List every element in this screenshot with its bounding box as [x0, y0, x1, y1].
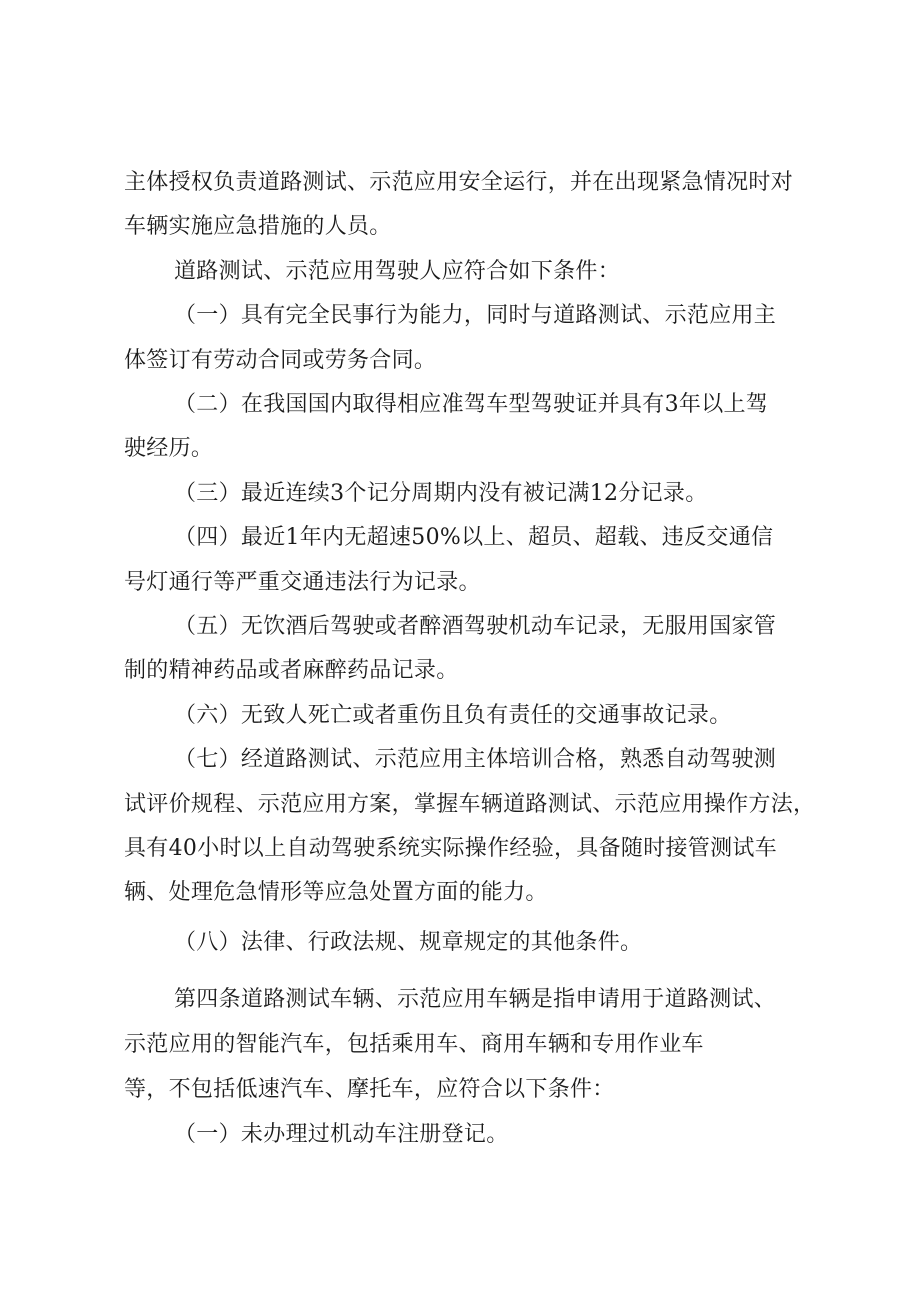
text-line-18: （八）法律、行政法规、规章规定的其他条件。 [174, 930, 643, 955]
text-line-19: 第四条道路测试车辆、示范应用车辆是指申请用于道路测试、 [174, 987, 777, 1012]
text-line-3: 道路测试、示范应用驾驶人应符合如下条件： [174, 259, 621, 284]
text-line-14: （七）经道路测试、示范应用主体培训合格，熟悉自动驾驶测 [174, 747, 777, 772]
text-line-16: 具有40小时以上自动驾驶系统实际操作经验，具备随时接管测试车 [124, 836, 777, 861]
text-line-17: 辆、处理危急情形等应急处置方面的能力。 [124, 880, 548, 905]
text-line-1: 主体授权负责道路测试、示范应用安全运行，并在出现紧急情况时对 [124, 170, 794, 195]
text-line-9: （四）最近1年内无超速50%以上、超员、超载、违反交通信 [174, 525, 774, 550]
text-line-10: 号灯通行等严重交通违法行为记录。 [124, 570, 481, 595]
text-line-12: 制的精神药品或者麻醉药品记录。 [124, 658, 459, 683]
text-line-15: 试评价规程、示范应用方案，掌握车辆道路测试、示范应用操作方法， [124, 792, 816, 817]
text-line-8: （三）最近连续3个记分周期内没有被记满12分记录。 [174, 481, 708, 506]
text-line-5: 体签订有劳动合同或劳务合同。 [124, 348, 437, 373]
text-line-4: （一）具有完全民事行为能力，同时与道路测试、示范应用主 [174, 303, 777, 328]
text-line-20: 示范应用的智能汽车，包括乘用车、商用车辆和专用作业车 [124, 1032, 704, 1057]
text-line-11: （五）无饮酒后驾驶或者醉酒驾驶机动车记录，无服用国家管 [174, 614, 777, 639]
text-line-22: （一）未办理过机动车注册登记。 [174, 1122, 509, 1147]
text-line-7: 驶经历。 [124, 436, 214, 461]
text-line-6: （二）在我国国内取得相应准驾车型驾驶证并具有3年以上驾 [174, 392, 769, 417]
text-line-2: 车辆实施应急措施的人员。 [124, 214, 392, 239]
text-line-13: （六）无致人死亡或者重伤且负有责任的交通事故记录。 [174, 703, 732, 728]
text-line-21: 等，不包括低速汽车、摩托车，应符合以下条件： [124, 1077, 615, 1102]
